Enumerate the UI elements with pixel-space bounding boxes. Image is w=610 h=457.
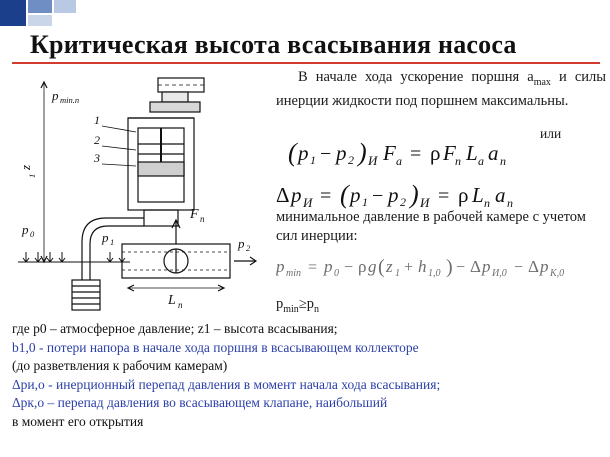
a-subscript: max [533,76,551,88]
svg-text:ρ: ρ [430,141,441,165]
pmin-right-sub: n [314,303,320,315]
svg-text:−: − [320,143,332,165]
legend-line-4: Δpи,о - инерционный перепад давления в момент начала хода всасывания; [12,376,441,392]
svg-text:−: − [344,259,354,276]
svg-text:И: И [368,153,378,168]
svg-text:(: ( [340,180,349,209]
svg-text:=: = [320,185,332,207]
svg-text:p: p [298,141,309,165]
pump-schematic-figure [10,66,272,316]
svg-text:И,0: И,0 [492,268,507,279]
svg-text:n: n [500,154,506,168]
svg-text:L: L [472,183,484,207]
svg-text:z: z [18,164,33,170]
svg-text:2: 2 [348,153,354,167]
svg-text:min: min [286,268,301,279]
svg-text:n: n [484,196,490,210]
title-underline [12,62,600,64]
svg-text:a: a [495,183,506,207]
svg-text:1: 1 [310,153,316,167]
svg-text:g: g [368,257,377,276]
svg-text:L: L [168,293,176,308]
svg-text:1: 1 [110,237,115,247]
legend-line-3: (до разветвления к рабочим камерам) [12,358,228,373]
svg-text:p: p [336,141,347,165]
equation-3 [276,250,596,289]
intro-line-2: и силы инерции жидкости под поршнем максимальны. [276,69,606,109]
pmin-left-sub: min [283,303,299,315]
svg-text:1: 1 [27,173,37,178]
svg-text:z: z [386,257,393,276]
equation-1 [288,134,538,177]
svg-text:2: 2 [94,133,100,147]
legend-line-5: Δpк,о – перепад давления во всасывающем клапане, наибольший [12,395,388,410]
svg-text:ρ: ρ [458,183,469,207]
svg-text:F: F [383,141,396,165]
svg-text:p: p [350,183,361,207]
svg-text:p: p [291,183,302,207]
svg-text:=: = [410,143,422,165]
pressure-condition [276,296,319,315]
svg-text:1,0: 1,0 [428,268,441,279]
svg-text:p: p [276,257,285,276]
svg-text:p: p [482,257,491,276]
svg-text:1: 1 [94,113,100,127]
minimum-pressure-note: минимальное давление в рабочей камере с учетом сил инерции: [276,209,586,244]
svg-text:a: a [396,154,402,168]
svg-text:−: − [372,185,384,207]
svg-text:=: = [438,185,450,207]
svg-text:ρ: ρ [358,257,367,276]
corner-square-4 [28,15,52,26]
svg-text:p: p [540,257,549,276]
svg-text:): ) [358,138,367,167]
svg-text:И: И [420,195,430,210]
svg-text:a: a [478,154,484,168]
svg-text:a: a [488,141,499,165]
svg-text:min.n: min.n [60,95,80,105]
svg-text:Δ: Δ [470,257,481,276]
legend-block [12,320,606,431]
svg-text:n: n [455,154,461,168]
svg-text:): ) [410,180,419,209]
svg-text:Δ: Δ [276,183,290,207]
svg-text:0: 0 [334,268,339,279]
legend-line-2: b1,0 - потери напора в начале хода поршня в всасывающем коллекторе [12,339,419,355]
svg-text:К,0: К,0 [550,268,565,279]
svg-text:p: p [388,183,399,207]
svg-text:F: F [443,141,456,165]
svg-text:2: 2 [246,243,251,253]
page-title: Критическая высота всасывания насоса [30,30,517,59]
corner-square-2 [28,0,52,13]
svg-text:p: p [102,230,109,245]
intro-line-1: В начале хода ускорение поршня a [298,69,534,85]
svg-text:n: n [507,196,513,210]
svg-text:3: 3 [94,151,100,165]
svg-text:−: − [514,259,524,276]
svg-text:=: = [308,259,318,276]
svg-text:−: − [456,259,466,276]
pmin-right: p [306,296,315,312]
svg-text:(: ( [288,138,297,167]
or-label: или [540,126,562,141]
svg-text:1: 1 [362,195,368,209]
svg-text:p: p [22,222,29,237]
intro-paragraph [276,68,606,111]
svg-text:): ) [446,256,453,278]
svg-text:И: И [303,195,313,210]
corner-square-3 [54,0,76,13]
svg-text:Δ: Δ [528,257,539,276]
legend-line-6: в момент его открытия [12,413,144,429]
corner-square-1 [0,0,26,26]
svg-text:p: p [52,88,59,103]
svg-text:+: + [404,259,414,276]
svg-text:h: h [418,257,427,276]
svg-text:n: n [178,300,183,310]
svg-text:0: 0 [30,229,35,239]
svg-text:p: p [324,257,333,276]
decorative-corner [0,0,96,26]
svg-text:(: ( [378,256,385,278]
svg-text:2: 2 [400,195,406,209]
pmin-left: p [276,296,284,312]
pmin-relation: ≥ [298,296,307,312]
svg-text:F: F [190,207,199,222]
svg-text:L: L [466,141,478,165]
svg-text:1: 1 [395,268,400,279]
svg-text:p: p [238,236,245,251]
legend-line-1: где p0 – атмосферное давление; z1 – высота всасывания; [12,321,338,336]
svg-text:n: n [200,214,205,224]
